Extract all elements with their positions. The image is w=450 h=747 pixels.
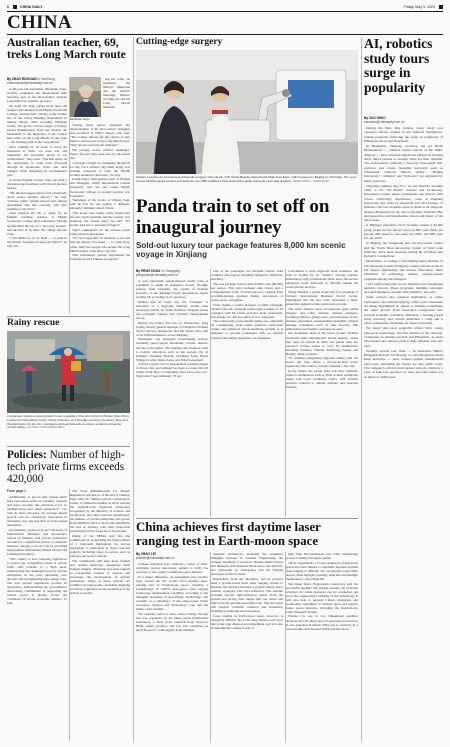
story-panda-train (136, 197, 358, 517)
paragraph: The journey wasn't without challenges. Sugo's feet and legs were sore by the fourth day. (70, 147, 130, 160)
paragraph: "My interest began when I read extensively about Asia's modern history," he said. "Chinese public greatly moved and chinese determined and that curiosity will give meaning to my lives." (7, 190, 67, 211)
paragraph: We noted that such programs reflect Wu's strong interest in technology, and fuel interest in the network. Companies in Alibaba provide and Hangzhou. It opens educational and cultural visits to help children who also deal. (364, 326, 443, 348)
story-body-col-3 (286, 552, 358, 631)
story-col-1 (136, 552, 208, 742)
byline-place: in Yanzhong (37, 77, 55, 81)
paragraph: Their mission led her to apply for an English teaching position at Hejian Vocational College after retirement. Though he described the trip as a "two-way journey" and the first of its kind, the college had the route. (7, 211, 67, 236)
byline-author: By PENG CHAO (136, 269, 161, 273)
byline-email: zhaoruixuan@chinadaily.com.cn (7, 81, 53, 85)
paragraph: "The country is now releasing regulations to protect the competitive power of private firms with policies to a high level, summarizing the challenges faced by private enterprises in the past, stretching over decades and strengthening their energy base. The new private regulations provide its enterprises, demonstrating the government's unwavering commitment to supporting the private sector. It greatly boosts the confidence of private economic entities," Li said. (7, 556, 67, 606)
paragraph: Zhang of the SEMA said that the commission is accelerating the improvement of a long-term mechanism for private enterprises to participate in major national projects, including those in sectors such as railways and power stations. (70, 534, 130, 559)
paragraph: The train's interior decor incorporates giant panda imagery and other Sichuan cultural elements, including bamboo, ginkgo trees, and teahouses. It also features specialized panda-themed intangible cultural heritage techniques such as Shu brocade, Shu embroidery, and bamboo weaving, he said. (286, 306, 358, 331)
paragraph: Meanwhile, according to the Beijing-based Institute of Life Research Center (Pengpai), a major attraction lies in the unique engineering and science innovative, smart exhibition of technology, culture, science-related programs among the teenagers. (364, 259, 443, 281)
portrait-caption: Elizabeth Sugo (70, 117, 90, 121)
byline (364, 116, 443, 124)
photo-credit: LIU YING / FOR CHINA DAILY (26, 425, 65, 430)
surgery-robot-photo-image (136, 50, 358, 174)
story-body-text (364, 126, 443, 379)
paragraph: "Global popular for its management package begins to flower, but, and demand has been so strong that all tickets from May to September have been sold out," Tang noted "approximately 70 per- (136, 362, 208, 379)
masthead-meta-right (404, 5, 444, 9)
paragraph: "Residents of the towns or villages Sugo said he felt he was seeing a different, uniquely charming side of China. (70, 198, 130, 211)
story-body-col-3 (286, 269, 358, 389)
paragraph: This 2-kilometer journey represented the footsteps toward Chinese prosperity." (70, 253, 130, 262)
paragraph: Chinese scientists have achieved a series of laser-switching reverse innovation, aiming to verify the accuracy of the country's ambitious space mission. (136, 562, 208, 575)
paragraph: In Hangzhou, Zhejiang province, the AI Booth Headquarters — cultural centers known as the 'Hello dragons' — have attracted significant interest in tracking study major parents to arrange visits for their children. The social media platform, a free-day, three-night trek, explores tour routes featuring keywords such as "DeepSeek Unicorn Silicon Valley", "Beijing University", "Alibaba" and "Robotics" are organized by many operators. (364, 143, 443, 183)
story-body-col-2 (211, 552, 283, 630)
masthead-bottom-rule (7, 34, 443, 35)
paragraph: "Its seamless integrating high-end dining with rail travel, the train offers a first-of-its-kind travel experience that caters to tourists' demand," Xie said. (286, 356, 358, 369)
photo-story-title: Rainy rescue (7, 318, 60, 328)
rainy-rescue-caption (7, 415, 130, 430)
story-columns (7, 489, 130, 741)
paragraph: Xie Jianzhuan, head of the travel groups' Sichuan Southwest Rail International Travel Agency, stated that since its launch in 2022, the panda train has operated various routes to over 30 destinations, including Guizhou, Yunnan, Shandong, Gansu, and Beijing, Jiang province. (286, 331, 358, 356)
paragraph: Laser ranging in Earth-moon space, however, is extremely difficult due to the long distance and error due to the long distance and experiment, and it is also in determining a single-sound of (211, 613, 283, 631)
story-body-col-1 (136, 279, 208, 379)
story-policies (7, 449, 130, 742)
paragraph: Unlike major metropolises such as Beijing and Shanghai, which international tourists frequently visit, the area where Hejian Vocational College is located receives few foreigners. (70, 177, 130, 198)
surgery-caption (136, 176, 358, 184)
paragraph: The tour package costs at least 45,600 yuan ($6,300) per person. This price includes train tickets and a comprehensive array of travel services, ranging from accommodations, gourmet dining, experiences at scenic spots, and guides. (211, 281, 283, 302)
story-australian-teacher (7, 37, 130, 313)
story-col-2 (211, 269, 283, 517)
story-columns (136, 552, 358, 742)
paragraph: "I thought I might be completely the march for me, but I refused. My inner injury was nothing compared to what the 86,000 soldiers endured at that time," he said. (70, 160, 130, 177)
paragraph: In the future, the panda train will have domestic routes to destinations such as Tibet in June. Additional routes will cover southwest China, with western products tailored to market demand and seasonal features. (286, 369, 358, 390)
section-divider (7, 316, 130, 317)
byline-author: By ZHAO LEI (136, 552, 156, 556)
paragraph: The academy said in a news release Sunday that the test was organized by the Deep Space Exploration Laboratory, a State space research body based in Hefei, Anhui province. The test was conducted on April 26 and 27, with support from multiple (136, 611, 208, 632)
headline-text: Number of high-tech private firms exceeds 420,000 (7, 449, 125, 486)
byline (136, 552, 208, 560)
paragraph: "AI's rapid integration across industries has heightened parental concern. These programs, blending education and entertainment, resonate with families," she said. (364, 281, 443, 295)
masthead-top-rule (7, 11, 443, 12)
story-headline: China achieves first daytime laser ranging test in Earth-moon space (136, 520, 321, 548)
story-body (364, 116, 443, 742)
paragraph: domestic institutions, including the academy's Shanghai Institute of Satellite Engineering, the Chinese Academy of Sciences' Yunnan Observatories and Shanghai Astronomical Observatory, the Sun Yat-sen University in Guangzhou and the Beijing Aerospace Control Center. (211, 552, 283, 577)
paragraph: On April 18, Sugo joined more than 100 teachers and students from Hejian Vocational College, starting their journey at the former site of the Zunyi Meeting Department in Zikong village, Tello township, Hezhang county. The group covered ranges on Friday, passed Shuizhougou Trail and reached the Monument to the Departure of the Central Red Army on the Long March on the route — the starting point of the Long March. (7, 103, 67, 145)
paragraph: "Most experiments of laser-ranging in Earth-moon space had been limited to nighttime because daytime laser-ranging is difficult. We can already work either absorb, from daylight, tracking, detection and sunlight interference," said Zhang Hu. (286, 560, 358, 581)
paragraph: During the train's trial run on Wednesday, Tang Liqing, deputy general manager of Chengdu's Sichuan Travel Service, announced that the initial route will cover 8,000 kilometers across Xinjiang. (136, 320, 208, 337)
story-col-3 (286, 552, 358, 742)
caption-text: A volunteer carries a young student over a puddle in the rain in front of Huilan Qian Chun, a school in Nanchang county, Hubei province, on Thursday morning. As heavy rains and thunderstorms hit the city, volunteers worked tirelessly to ensure students arrived at school safely. (7, 414, 130, 430)
portrait-photo-image (70, 77, 101, 117)
rainy-rescue-photo-image (7, 331, 130, 413)
surgery-robot-photo (136, 50, 358, 174)
photo-story-rainy-rescue (7, 318, 130, 446)
masthead-meta-left (7, 5, 43, 9)
paragraph: In a major milestone, an experiment has recently been carried out the world's first daytime laser-ranging test in Earth-moon space, marking a breakthrough in China's deep-space laser ranging technology advancement capability, according to the Shanghai Academy of Spaceflight Technology. The academy is a subsidiary of the state-owned China Aerospace Science and Technology Corp and the maker of the satellite. (136, 574, 208, 612)
paragraph: "The locals were really, really people here are nice and hospitable, and the scenery was stunning, the closest here," he said. "It's lavish. And has so peaceful in Sugo's" (70, 210, 130, 228)
story-headline: Panda train to set off on inaugural journey (136, 196, 330, 238)
edition-mark-icon (439, 5, 443, 9)
paragraph: "It's vital, especially for students, to see and feel the history first-hand — to walk those paths, meet the people who endure the Long March stories come alive," he said. (70, 236, 130, 253)
paragraph: Tiandu-1 is one of two Xukankong satellites developed by the Deep Space Exploration Laboratory. It was launched in March 2024 and is currently in a crescent-like orbit between Earth and the moon. (286, 614, 358, 631)
paragraph: After walking for 10 hours to reach the memorial at Yudu, we were wet and exhausted, but incredibly proud of our achievement," Sugo said. "The Red Army on the opportunity to walk back (forward) through its mountains, rivers and rural villages, while imagining its revolutionary past." (7, 144, 67, 178)
paragraph: The State Administration for Market Regulation said that as of the end of January, there were 55.7 million private companies in China, 3.5 times the number in 2012. Among the national-level high-tech enterprises recognized by the Ministry of Science and Technology and other relevant departments, the number of private enterprises has grown from 28,000 in 2012 to more than 420,000 in the end of January, with their proportion increasing from 62.4 percent to 92 percent. (70, 489, 130, 534)
paragraph: ing his route, he explained the Martyrs Memorial and the historic buildings Eleanor crossing site and the Long March Museum. (103, 77, 130, 110)
story-ai-robotics (364, 37, 443, 742)
section-title: CHINA (7, 12, 72, 33)
paragraph: The Deep Space Exploration Laboratory said the successful daytime test greatly extends the potential windows for when measures can be conducted and prove the engineering feasibility of the technology. It will also help to upgrade China's navigation and positioning capabilities in cislunar space and support future space missions, including the International Lunar Research Station. (286, 581, 358, 614)
photo-credit: JIANG DONG / CHINA DAILY (292, 178, 330, 183)
story-body-col-1 (7, 87, 67, 248)
paragraph: Sugo's enthusiasm for the witness tional value of such experiences. (70, 227, 130, 236)
page-number: 6 (7, 5, 9, 9)
story-body-col-1 (136, 562, 208, 632)
paragraph: In Beijing, the Jiangdong new AI Innovation Center and the Youth Yuan Innovation Center of West Lake Fund Inc. have been launched during the AI Hotel and Robotics Competition. (364, 241, 443, 259)
paragraph: Chen Jianfei, a senior designer at CRIC Chengdu, detailed that the Chengdu panda train consists of 16 carriages with 64 rooms and two main restaurants, two lounge car, and two suites in two categories. (211, 302, 283, 319)
paragraph: "I am thrilled to be in Yudu — to walk in the historic footsteps of the Long March!" he said. For (7, 236, 67, 249)
story-col-2 (70, 489, 130, 741)
story-col-1 (136, 269, 208, 517)
paragraph: Researchers from the laboratory and its partners used a ground-based lunar laser ranging system to measure the distance between a ground station and a satellite equipped with retro-reflectors. The satellite provides precise light-reflection pulses from the ground and strong laser ranges that can return and light from the ground-based telescope. The test result will support scientific research and industries, including positioning and navigation. (211, 576, 283, 614)
story-columns (136, 269, 358, 517)
paragraph: Targeting children ages 8 to 14, the itinerary includes visits to the "AI Booth" Science and Technology Innovation Center, where participants can interact with robots, technology exploration, cases of Zhejiang University and visits to renowned and all Lineages of Alibaba. The rate includes some of them at an elaborate Internet-Homeplace in AI, also to an entire Southern Hub and interactive and intermediate robots and plenty of the discoveries. (364, 183, 443, 223)
paragraph: Notably, several tour firms — in Shenzhen, Hefei's Hangzhou Robotic Technology co. And Hangzhou-based Deep Robotics — have worked against unauthorized paid tours, reminding the buyers are also public tours. The company's official visits against schools, while for a price of fake tour operators or tours and fake tickets for as much as 5,000 yuan. (364, 348, 443, 379)
rainy-rescue-photo (7, 331, 130, 413)
paragraph: cent of the passengers are inbound visitors from countries and regions including Singapore, Malaysia, and Italy." (211, 269, 283, 282)
paragraph: The train boasts a new-model dining car, adjustable air conditioning, wide scenic windows, ultra-quiet cabins, and enhanced shock-absorbing systems. It is designed to provide passengers with an optimal viewing and dining experience, he explained. (211, 319, 283, 340)
paragraph: Passengers can anticipate breathtaking scenery including snow-capped mountains, forests, deserts, and the Gobi region. The itinerary also features visits to notable attractions such as the ancient city of Kashgar, Tianshan Tianchi, Ulanusky Lake, Horse Village in Altay Kanas Lake, and Nalati Grassland. (136, 337, 208, 362)
paragraph: Liu Zhihong, professor at the University of International Business and Economics' School of Finance, said private enterprises account for a significant portion of domestic business, playing a crucial role in providing employment, maintaining market vitality and fostering innovation. (7, 527, 67, 557)
paragraph: The commission will urge local cultural and natural landscape enterprises from Jiangxi, Jiangsu, Shandong and other regions to concentrate policies to support and encourage the development of private enterprises. Some of these policies are solidified in legal forms, including Zhejiang province's regulation on the promotion of the private economy. (70, 558, 130, 596)
story-body-col-2 (211, 269, 283, 340)
story-col-3 (286, 269, 358, 517)
brand-mark-icon (13, 5, 17, 9)
paragraph: Additionally, it proves that private firms have been more active in scientific research and have become the principal force in medium-sized and small enterprises," Liu said. At their own pace, the average annual growth rate for technology innovation in enterprises has exposed that of state-owned enterprises. (7, 495, 67, 528)
byline-email: zoushuo@chinadaily.com.cn (364, 120, 405, 124)
photo-story-cutting-edge (136, 37, 358, 193)
paragraph: Customized to meet high-end hotel standards, the train is staffed by 24 "butlers" serving tourists, information, ugly professional chefs, and a live-action adjourned room dedicated to offering outside the couch private services. (286, 269, 358, 290)
section-divider (7, 446, 130, 447)
story-body-col-1 (7, 495, 67, 605)
story-deck: Sold-out luxury tour package features 8,000 km scenic voyage in Xinjiang (136, 241, 346, 260)
paragraph: light from 100 kilometers over while maintaining precise tracking and signal quality. (286, 552, 358, 561)
story-headline: Australian teacher, 69, treks Long March route (7, 36, 126, 62)
story-headline (7, 449, 130, 486)
story-body-col-2a (103, 77, 130, 110)
byline-author: By ZOU SHUO (364, 116, 386, 120)
section-divider (136, 518, 358, 519)
headline-kicker: Policies: (7, 449, 47, 461)
photo-story-title: Cutting-edge surgery (136, 37, 223, 47)
byline (7, 77, 67, 85)
caption-text: Visitors examine an AI-powered orthopedic surgeon robot at the 17th China Beijing International High-Tech Expo, which opened in Beijing on Thursday. The expo covers 90,000 square meters and features over 800 exhibitors from around the globe during the four-day duration. (136, 175, 357, 183)
paragraph: During the May Day holiday, many study tour operators offered courses in and artificial intelligence-related programs following the surge in popularity of humanoid robots and DeepSeek. (364, 126, 443, 144)
paragraph: Some caution also question themselves as career exploratory and interdisciplinary, with a price threshold. AI using, highlighted its appeal to families considering the rapid growth from innovation integration over seventh academic portfolios. Similarly, a leading parent study traveling said current Shenzhen a camp and it raises competitive advantage for future university. (364, 295, 443, 326)
story-col-2 (70, 77, 130, 313)
masthead (7, 5, 443, 33)
issue-date: Friday, May 3, 2024 (403, 5, 435, 9)
byline-author: By ZHAO RUIXUAN (7, 77, 37, 81)
byline (136, 269, 208, 277)
byline-email: pengchao@chinadaily.com.cn (136, 273, 179, 277)
portrait-photo (70, 77, 101, 117)
paragraph: A 69-year-old Australian, Elizabeth Sugo, recently completed the 46-kilometer hike retracing part of the Red Army's Kenyan Long March in Guizhou province. (7, 87, 67, 104)
paragraph: A new panoramic panda-themed tourist train is scheduled to begin its inaugural 10-day, 10-night journey from Chengdu, the capital of Sichuan province, to the Xinjiang Uygur autonomous region on May 18, according to its operators. (136, 279, 208, 300)
story-body-col-2b (70, 123, 130, 262)
story-headline: AI, robotics study tours surge in popularity (364, 36, 433, 95)
continued-from: From page 1 (7, 489, 26, 493)
paragraph: A retired English teacher, Sugo has held a decades-long friendship with China's modern history. (7, 177, 67, 190)
byline-place: in Chongqing (161, 269, 180, 273)
paragraph: Zhang Xuejing, a panda leader and vice president of Sichuan International Business Travel Group, highlighted that the new train represents a third-generation upgrade of the panda train concept. (286, 289, 358, 306)
story-columns (7, 77, 130, 313)
paragraph: Named after its home city, the "Chengdu" is described as a high-end boutique tourist train developed jointly by China Railway Chengdu Group and Chengdu Culture and Tourism Development Group. (136, 299, 208, 321)
story-laser-ranging (136, 521, 358, 742)
paragraph: "Seeing these places deepened my understanding of the Red Army's struggles and sacrifices in 1934," Sugo's wife said. "The college offered me the chance to join them to retrace part of the Long March route. Their devotion moved me tirelessly." (70, 123, 130, 148)
brand-name: CHINA DAILY (20, 5, 43, 9)
story-col-2 (211, 552, 283, 742)
story-body-col-2 (70, 489, 130, 595)
story-col-1 (7, 77, 67, 313)
byline-email: zhaolei@chinadaily.com.cn (136, 556, 175, 560)
paragraph: A Beijing's education travel booking opened a $2,050 group ticket for the one-pit price at 890 yuan ($42) per person, 980 yuan for one adult and child, and 800 yuan for one adult. (364, 223, 443, 241)
story-col-1 (7, 489, 67, 741)
